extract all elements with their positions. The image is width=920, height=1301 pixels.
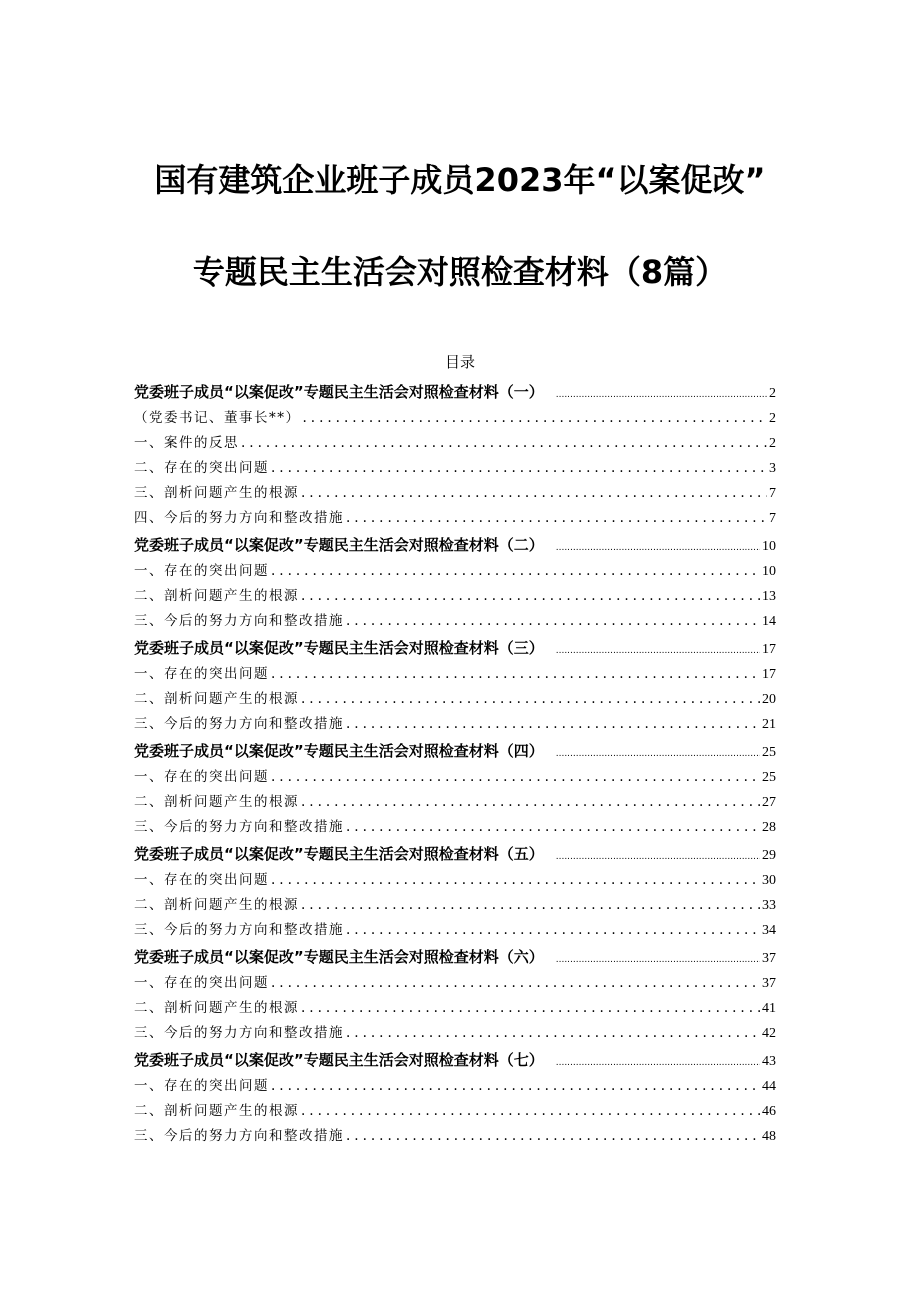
- toc-dot-leader: [346, 1124, 760, 1149]
- toc-entry-section[interactable]: [134, 584, 776, 609]
- toc-entry-page-number: 33: [762, 898, 776, 913]
- toc-dot-leader: [346, 609, 760, 634]
- toc-dot-leader: [271, 559, 760, 584]
- toc-heading: 目录: [444, 353, 475, 371]
- toc-entry-section[interactable]: [134, 687, 776, 712]
- toc-entry-label: 二、剖析问题产生的根源: [134, 691, 299, 707]
- toc-dot-leader: [556, 843, 760, 868]
- toc-entry-label: 四、今后的努力方向和整改措施: [134, 510, 344, 526]
- toc-entry-section[interactable]: [134, 868, 776, 893]
- toc-dot-leader: [303, 406, 768, 431]
- toc-dot-leader: [556, 381, 767, 406]
- toc-entry-page-number: 27: [762, 795, 776, 810]
- toc-entry-label: （党委书记、董事长**）: [134, 410, 301, 426]
- toc-entry-label: 党委班子成员“以案促改”专题民主生活会对照检查材料（五）: [134, 845, 544, 863]
- toc-entry-section[interactable]: [134, 662, 776, 687]
- toc-entry-chapter[interactable]: [134, 1046, 776, 1074]
- toc-dot-leader: [556, 534, 760, 559]
- toc-dot-leader: [301, 996, 760, 1021]
- toc-entry-section[interactable]: [134, 559, 776, 584]
- toc-entry-label: 三、今后的努力方向和整改措施: [134, 1025, 344, 1041]
- toc-entry-label: 一、存在的突出问题: [134, 872, 269, 888]
- toc-entry-label: 三、今后的努力方向和整改措施: [134, 1128, 344, 1144]
- toc-entry-section[interactable]: [134, 1099, 776, 1124]
- toc-dot-leader: [271, 765, 760, 790]
- toc-entry-label: 三、今后的努力方向和整改措施: [134, 613, 344, 629]
- toc-entry-page-number: 44: [762, 1079, 776, 1094]
- toc-entry-label: 党委班子成员“以案促改”专题民主生活会对照检查材料（一）: [134, 383, 544, 401]
- toc-entry-label: 一、案件的反思: [134, 435, 239, 451]
- toc-entry-section[interactable]: [134, 1074, 776, 1099]
- toc-entry-page-number: 28: [762, 820, 776, 835]
- toc-dot-leader: [556, 637, 760, 662]
- toc-entry-page-number: 43: [762, 1054, 776, 1069]
- toc-entry-chapter[interactable]: [134, 378, 776, 406]
- toc-dot-leader: [271, 1074, 760, 1099]
- toc-dot-leader: [346, 1021, 760, 1046]
- toc-entry-label: 一、存在的突出问题: [134, 666, 269, 682]
- toc-entry-section[interactable]: [134, 456, 776, 481]
- toc-entry-label: 二、剖析问题产生的根源: [134, 794, 299, 810]
- toc-dot-leader: [271, 868, 760, 893]
- toc-entry-page-number: 25: [762, 770, 776, 785]
- toc-entry-label: 一、存在的突出问题: [134, 563, 269, 579]
- toc-entry-chapter[interactable]: [134, 943, 776, 971]
- toc-entry-chapter[interactable]: [134, 840, 776, 868]
- toc-entry-section[interactable]: [134, 609, 776, 634]
- toc-entry-page-number: 2: [769, 411, 776, 426]
- toc-entry-section[interactable]: [134, 712, 776, 737]
- toc-entry-section[interactable]: [134, 815, 776, 840]
- toc-entry-chapter[interactable]: [134, 634, 776, 662]
- toc-entry-section[interactable]: [134, 996, 776, 1021]
- toc-entry-page-number: 2: [769, 436, 776, 451]
- toc-dot-leader: [346, 918, 760, 943]
- toc-entry-page-number: 13: [762, 589, 776, 604]
- toc-entry-page-number: 37: [762, 976, 776, 991]
- toc-entry-section[interactable]: [134, 1124, 776, 1149]
- toc-entry-label: 三、今后的努力方向和整改措施: [134, 922, 344, 938]
- toc-entry-page-number: 48: [762, 1129, 776, 1144]
- table-of-contents: [134, 378, 776, 1149]
- toc-entry-page-number: 21: [762, 717, 776, 732]
- toc-entry-section[interactable]: [134, 431, 776, 456]
- toc-entry-page-number: 10: [762, 539, 776, 554]
- toc-entry-label: 党委班子成员“以案促改”专题民主生活会对照检查材料（四）: [134, 742, 544, 760]
- toc-entry-page-number: 42: [762, 1026, 776, 1041]
- toc-dot-leader: [556, 1049, 760, 1074]
- toc-entry-page-number: 17: [762, 642, 776, 657]
- toc-dot-leader: [346, 815, 760, 840]
- toc-entry-page-number: 2: [769, 386, 776, 401]
- toc-entry-section[interactable]: [134, 481, 776, 506]
- toc-entry-section[interactable]: [134, 406, 776, 431]
- toc-entry-label: 二、剖析问题产生的根源: [134, 1103, 299, 1119]
- toc-entry-label: 二、存在的突出问题: [134, 460, 269, 476]
- toc-dot-leader: [346, 712, 760, 737]
- toc-dot-leader: [271, 971, 760, 996]
- toc-dot-leader: [271, 456, 767, 481]
- toc-entry-label: 二、剖析问题产生的根源: [134, 588, 299, 604]
- toc-dot-leader: [346, 506, 767, 531]
- toc-entry-page-number: 14: [762, 614, 776, 629]
- toc-entry-page-number: 41: [762, 1001, 776, 1016]
- toc-entry-page-number: 17: [762, 667, 776, 682]
- toc-entry-label: 三、今后的努力方向和整改措施: [134, 716, 344, 732]
- toc-dot-leader: [556, 946, 760, 971]
- toc-entry-label: 三、剖析问题产生的根源: [134, 485, 299, 501]
- toc-dot-leader: [556, 740, 760, 765]
- toc-entry-section[interactable]: [134, 971, 776, 996]
- toc-entry-label: 二、剖析问题产生的根源: [134, 897, 299, 913]
- toc-entry-page-number: 25: [762, 745, 776, 760]
- toc-entry-page-number: 34: [762, 923, 776, 938]
- toc-entry-section[interactable]: [134, 765, 776, 790]
- toc-entry-page-number: 29: [762, 848, 776, 863]
- document-title-line-1: 国有建筑企业班子成员2023年“以案促改”: [154, 161, 766, 199]
- toc-entry-label: 一、存在的突出问题: [134, 1078, 269, 1094]
- toc-entry-label: 一、存在的突出问题: [134, 769, 269, 785]
- toc-entry-label: 党委班子成员“以案促改”专题民主生活会对照检查材料（三）: [134, 639, 544, 657]
- toc-entry-label: 二、剖析问题产生的根源: [134, 1000, 299, 1016]
- toc-dot-leader: [301, 893, 760, 918]
- toc-dot-leader: [301, 687, 760, 712]
- toc-entry-label: 党委班子成员“以案促改”专题民主生活会对照检查材料（七）: [134, 1051, 544, 1069]
- toc-entry-label: 一、存在的突出问题: [134, 975, 269, 991]
- toc-dot-leader: [271, 662, 760, 687]
- toc-entry-section[interactable]: [134, 893, 776, 918]
- toc-entry-page-number: 37: [762, 951, 776, 966]
- toc-entry-section[interactable]: [134, 918, 776, 943]
- toc-entry-page-number: 20: [762, 692, 776, 707]
- toc-dot-leader: [301, 481, 767, 506]
- toc-dot-leader: [301, 790, 760, 815]
- toc-entry-label: 三、今后的努力方向和整改措施: [134, 819, 344, 835]
- toc-dot-leader: [301, 584, 760, 609]
- toc-entry-section[interactable]: [134, 506, 776, 531]
- toc-entry-section[interactable]: [134, 790, 776, 815]
- toc-entry-page-number: 7: [769, 486, 776, 501]
- toc-entry-page-number: 30: [762, 873, 776, 888]
- toc-entry-page-number: 46: [762, 1104, 776, 1119]
- toc-entry-page-number: 10: [762, 564, 776, 579]
- document-title-line-2: 专题民主生活会对照检查材料（8篇）: [192, 253, 728, 291]
- toc-dot-leader: [301, 1099, 760, 1124]
- toc-dot-leader: [241, 431, 767, 456]
- toc-entry-chapter[interactable]: [134, 737, 776, 765]
- toc-entry-label: 党委班子成员“以案促改”专题民主生活会对照检查材料（六）: [134, 948, 544, 966]
- toc-entry-chapter[interactable]: [134, 531, 776, 559]
- toc-entry-page-number: 3: [769, 461, 776, 476]
- toc-entry-page-number: 7: [769, 511, 776, 526]
- toc-entry-label: 党委班子成员“以案促改”专题民主生活会对照检查材料（二）: [134, 536, 544, 554]
- toc-entry-section[interactable]: [134, 1021, 776, 1046]
